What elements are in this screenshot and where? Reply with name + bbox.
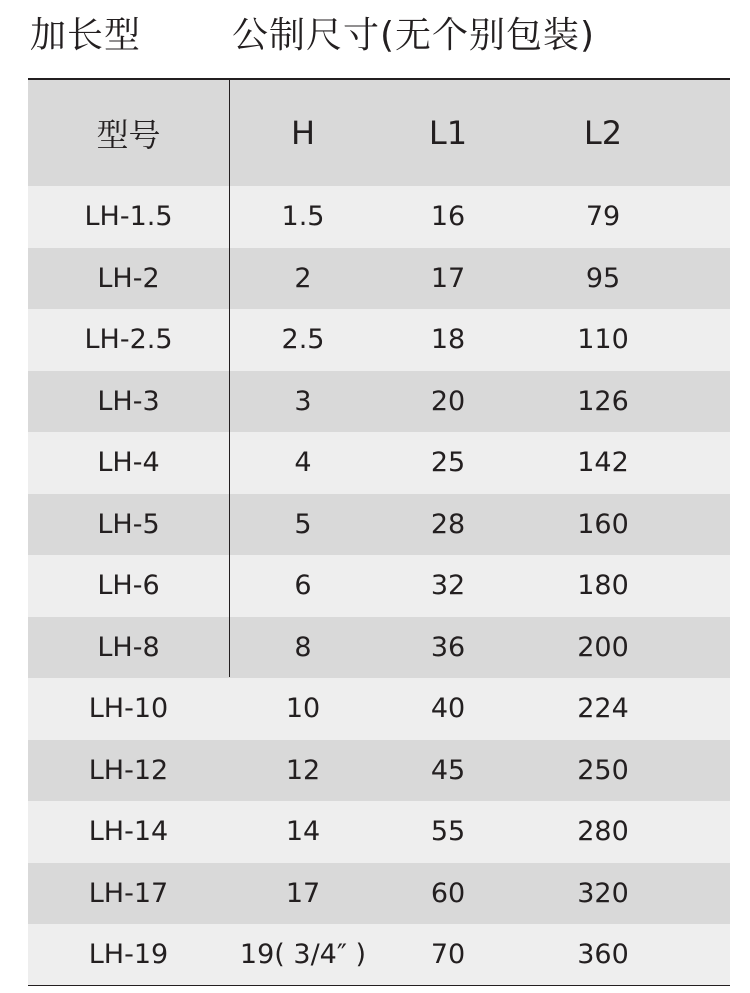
cell-l2: 180 (577, 570, 629, 602)
cell-h: 14 (285, 816, 321, 848)
cell-h: 8 (294, 631, 312, 663)
cell-model: LH-2.5 (84, 324, 173, 356)
table-row (28, 863, 730, 925)
cell-l2: 126 (577, 385, 629, 417)
cell-model: LH-2 (97, 262, 160, 294)
cell-l1: 18 (430, 324, 466, 356)
cell-h: 17 (285, 877, 321, 909)
cell-l2: 200 (577, 631, 629, 663)
dimensions-table (28, 78, 730, 986)
title-right: 公制尺寸(无个别包装) (232, 15, 596, 56)
table-row (28, 186, 730, 248)
cell-l1: 16 (430, 201, 466, 233)
cell-h: 2 (294, 262, 312, 294)
cell-model: LH-5 (97, 508, 160, 540)
table-row (28, 371, 730, 433)
cell-l2: 160 (577, 508, 629, 540)
cell-l2: 142 (577, 447, 629, 479)
column-divider (229, 80, 230, 677)
table-row (28, 678, 730, 740)
cell-model: LH-19 (88, 939, 169, 971)
cell-l1: 40 (430, 693, 466, 725)
cell-l2: 320 (577, 877, 629, 909)
table-row (28, 309, 730, 371)
cell-model: LH-17 (88, 877, 169, 909)
cell-l2: 110 (577, 324, 629, 356)
cell-l1: 20 (430, 385, 466, 417)
cell-h: 12 (285, 754, 321, 786)
table-header (28, 80, 730, 186)
cell-h: 4 (294, 447, 312, 479)
title-left: 加长型 (30, 15, 142, 56)
cell-l1: 36 (430, 631, 466, 663)
table-row (28, 801, 730, 863)
cell-model: LH-8 (97, 631, 160, 663)
cell-model: LH-10 (88, 693, 169, 725)
cell-h: 6 (294, 570, 312, 602)
cell-h: 10 (285, 693, 321, 725)
table-row (28, 248, 730, 310)
cell-l2: 79 (585, 201, 621, 233)
cell-model: LH-6 (97, 570, 160, 602)
cell-l1: 17 (430, 262, 466, 294)
table-row (28, 617, 730, 679)
header-l1: L1 (428, 114, 468, 152)
cell-l1: 45 (430, 754, 466, 786)
table-row (28, 924, 730, 986)
table-row (28, 555, 730, 617)
cell-model: LH-12 (88, 754, 169, 786)
table-row (28, 494, 730, 556)
cell-h: 5 (294, 508, 312, 540)
cell-h: 3 (294, 385, 312, 417)
title-row (0, 0, 750, 76)
cell-h: 19( 3/4″ ) (239, 939, 367, 971)
header-model: 型号 (96, 116, 161, 154)
cell-l2: 280 (577, 816, 629, 848)
cell-model: LH-3 (97, 385, 160, 417)
table-row (28, 432, 730, 494)
cell-model: LH-14 (88, 816, 169, 848)
header-h: H (290, 114, 316, 152)
cell-l2: 360 (577, 939, 629, 971)
cell-l1: 25 (430, 447, 466, 479)
table-row (28, 740, 730, 802)
cell-l2: 224 (577, 693, 629, 725)
table-top-rule (28, 78, 730, 80)
cell-l1: 60 (430, 877, 466, 909)
cell-model: LH-4 (97, 447, 160, 479)
cell-model: LH-1.5 (84, 201, 173, 233)
cell-l2: 95 (585, 262, 621, 294)
cell-l2: 250 (577, 754, 629, 786)
cell-h: 1.5 (281, 201, 325, 233)
table-bottom-rule (28, 985, 730, 986)
cell-l1: 70 (430, 939, 466, 971)
header-l2: L2 (583, 114, 623, 152)
cell-l1: 28 (430, 508, 466, 540)
cell-h: 2.5 (281, 324, 325, 356)
cell-l1: 55 (430, 816, 466, 848)
cell-l1: 32 (430, 570, 466, 602)
